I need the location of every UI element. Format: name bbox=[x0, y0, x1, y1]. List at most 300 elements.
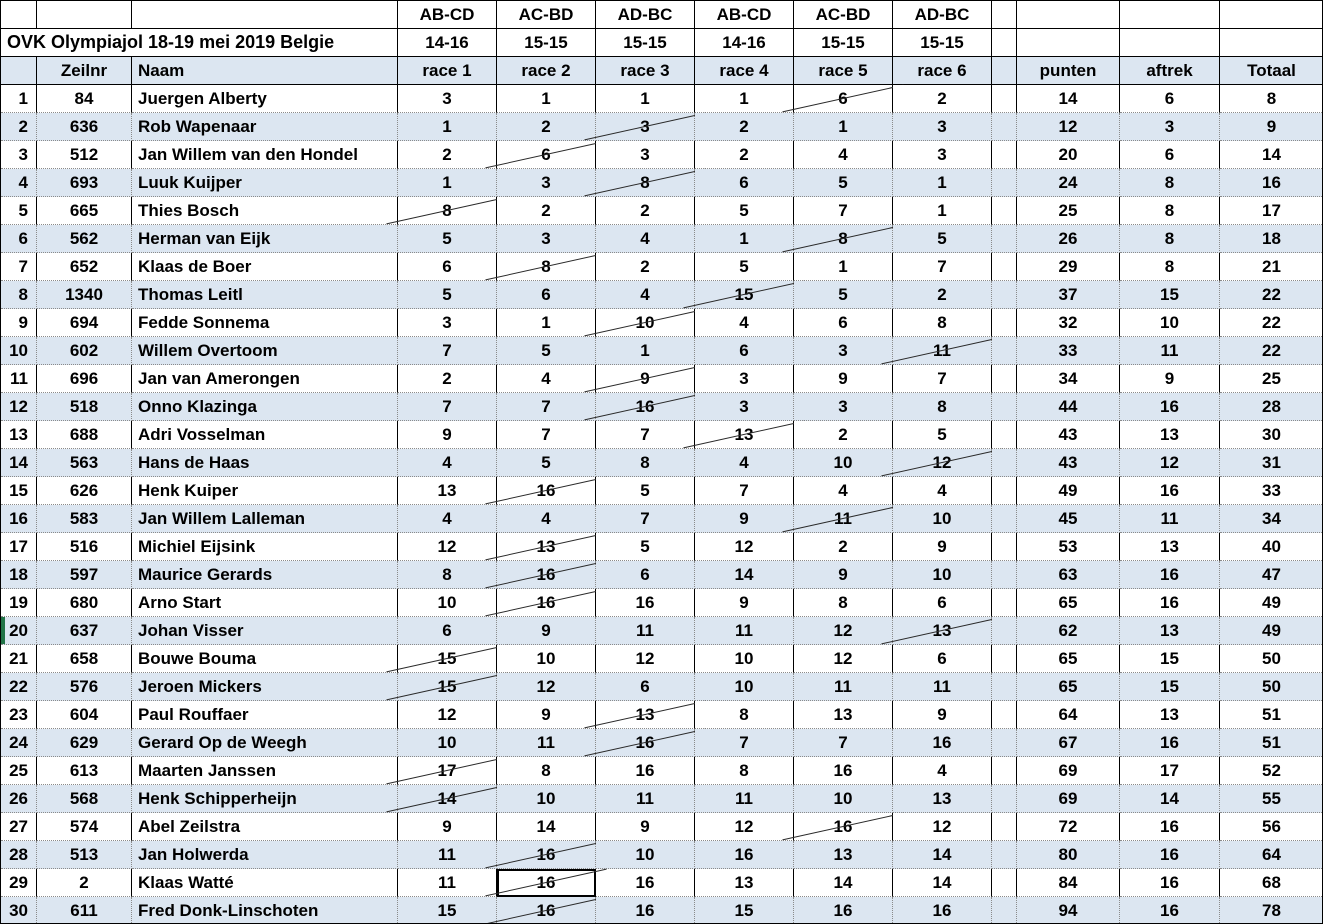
totaal-cell[interactable]: 22 bbox=[1220, 309, 1323, 337]
totaal-column-header[interactable]: Totaal bbox=[1220, 57, 1323, 85]
race-result-cell[interactable]: 11 bbox=[398, 869, 497, 897]
rank-cell[interactable]: 15 bbox=[1, 477, 37, 505]
totaal-cell[interactable]: 30 bbox=[1220, 421, 1323, 449]
zeilnr-cell[interactable]: 518 bbox=[37, 393, 132, 421]
race-result-cell[interactable]: 11 bbox=[497, 729, 596, 757]
race-result-cell[interactable]: 13 bbox=[497, 533, 596, 561]
totaal-cell[interactable]: 33 bbox=[1220, 477, 1323, 505]
punten-cell[interactable]: 34 bbox=[1017, 365, 1120, 393]
zeilnr-cell[interactable]: 1340 bbox=[37, 281, 132, 309]
aftrek-cell[interactable]: 16 bbox=[1120, 477, 1220, 505]
race-result-cell[interactable]: 8 bbox=[893, 309, 992, 337]
race-result-cell[interactable]: 6 bbox=[893, 589, 992, 617]
race-result-cell[interactable]: 5 bbox=[893, 225, 992, 253]
naam-cell[interactable]: Abel Zeilstra bbox=[132, 813, 398, 841]
race-result-cell[interactable]: 4 bbox=[695, 449, 794, 477]
race-result-cell[interactable]: 4 bbox=[794, 141, 893, 169]
race-result-cell[interactable]: 1 bbox=[497, 85, 596, 113]
race-result-cell[interactable]: 1 bbox=[398, 113, 497, 141]
punten-cell[interactable]: 65 bbox=[1017, 589, 1120, 617]
rank-cell[interactable]: 4 bbox=[1, 169, 37, 197]
spacer-cell[interactable] bbox=[992, 757, 1017, 785]
race-result-cell[interactable]: 6 bbox=[695, 337, 794, 365]
zeilnr-cell[interactable]: 602 bbox=[37, 337, 132, 365]
totaal-cell[interactable]: 50 bbox=[1220, 645, 1323, 673]
spacer-cell[interactable] bbox=[992, 729, 1017, 757]
totaal-cell[interactable]: 14 bbox=[1220, 141, 1323, 169]
zeilnr-cell[interactable]: 665 bbox=[37, 197, 132, 225]
zeilnr-cell[interactable]: 626 bbox=[37, 477, 132, 505]
aftrek-cell[interactable]: 16 bbox=[1120, 561, 1220, 589]
punten-cell[interactable]: 80 bbox=[1017, 841, 1120, 869]
race-result-cell[interactable]: 12 bbox=[695, 533, 794, 561]
punten-cell[interactable]: 37 bbox=[1017, 281, 1120, 309]
punten-cell[interactable]: 44 bbox=[1017, 393, 1120, 421]
totaal-cell[interactable]: 49 bbox=[1220, 617, 1323, 645]
rank-cell[interactable]: 19 bbox=[1, 589, 37, 617]
aftrek-cell[interactable]: 3 bbox=[1120, 113, 1220, 141]
zeilnr-cell[interactable]: 84 bbox=[37, 85, 132, 113]
rank-column-header[interactable] bbox=[1, 57, 37, 85]
race-result-cell[interactable]: 7 bbox=[596, 505, 695, 533]
race-result-cell[interactable]: 6 bbox=[596, 673, 695, 701]
race-group-header[interactable]: AD-BC bbox=[893, 1, 992, 29]
race-result-cell[interactable]: 8 bbox=[695, 701, 794, 729]
race-result-cell[interactable]: 7 bbox=[695, 477, 794, 505]
race-result-cell[interactable]: 7 bbox=[794, 729, 893, 757]
race-result-cell[interactable]: 8 bbox=[497, 253, 596, 281]
race-result-cell[interactable]: 8 bbox=[893, 393, 992, 421]
race-group-header[interactable]: AC-BD bbox=[794, 1, 893, 29]
rank-cell[interactable]: 27 bbox=[1, 813, 37, 841]
race-result-cell[interactable]: 12 bbox=[596, 645, 695, 673]
spacer-cell[interactable] bbox=[992, 85, 1017, 113]
race-result-cell[interactable]: 3 bbox=[794, 337, 893, 365]
race-result-cell[interactable]: 13 bbox=[695, 421, 794, 449]
race-result-cell[interactable]: 9 bbox=[794, 365, 893, 393]
spacer-cell[interactable] bbox=[992, 141, 1017, 169]
punten-cell[interactable]: 43 bbox=[1017, 449, 1120, 477]
race-result-cell[interactable]: 13 bbox=[794, 701, 893, 729]
race-result-cell[interactable]: 6 bbox=[398, 617, 497, 645]
naam-cell[interactable]: Adri Vosselman bbox=[132, 421, 398, 449]
race-result-cell[interactable]: 4 bbox=[695, 309, 794, 337]
race-result-cell[interactable]: 6 bbox=[596, 561, 695, 589]
spacer-cell[interactable] bbox=[992, 897, 1017, 924]
race-result-cell[interactable]: 7 bbox=[695, 729, 794, 757]
race-result-cell[interactable]: 11 bbox=[794, 505, 893, 533]
race-result-cell[interactable]: 4 bbox=[497, 365, 596, 393]
race-result-cell[interactable]: 13 bbox=[794, 841, 893, 869]
race-result-cell[interactable]: 1 bbox=[695, 225, 794, 253]
zeilnr-cell[interactable]: 694 bbox=[37, 309, 132, 337]
zeilnr-cell[interactable]: 637 bbox=[37, 617, 132, 645]
race-result-cell[interactable]: 12 bbox=[398, 701, 497, 729]
race-result-cell[interactable]: 4 bbox=[596, 225, 695, 253]
rank-cell[interactable]: 22 bbox=[1, 673, 37, 701]
race-group-header[interactable]: AD-BC bbox=[596, 1, 695, 29]
race-result-cell[interactable]: 11 bbox=[695, 617, 794, 645]
naam-cell[interactable]: Michiel Eijsink bbox=[132, 533, 398, 561]
punten-cell[interactable]: 94 bbox=[1017, 897, 1120, 924]
race-schedule-header[interactable]: 15-15 bbox=[893, 29, 992, 57]
totaal-cell[interactable]: 52 bbox=[1220, 757, 1323, 785]
rank-cell[interactable]: 26 bbox=[1, 785, 37, 813]
race-result-cell[interactable]: 11 bbox=[794, 673, 893, 701]
aftrek-cell[interactable]: 11 bbox=[1120, 337, 1220, 365]
selected-race-cell[interactable]: 16 bbox=[497, 869, 596, 897]
race-result-cell[interactable]: 8 bbox=[398, 197, 497, 225]
zeilnr-cell[interactable]: 513 bbox=[37, 841, 132, 869]
totaal-cell[interactable]: 64 bbox=[1220, 841, 1323, 869]
spacer-cell[interactable] bbox=[992, 449, 1017, 477]
race-result-cell[interactable]: 3 bbox=[695, 365, 794, 393]
race-result-cell[interactable]: 2 bbox=[893, 281, 992, 309]
aftrek-cell[interactable]: 8 bbox=[1120, 253, 1220, 281]
naam-cell[interactable]: Willem Overtoom bbox=[132, 337, 398, 365]
aftrek-column-header[interactable]: aftrek bbox=[1120, 57, 1220, 85]
race-schedule-header[interactable]: 15-15 bbox=[497, 29, 596, 57]
naam-cell[interactable]: Henk Kuiper bbox=[132, 477, 398, 505]
zeilnr-cell[interactable]: 563 bbox=[37, 449, 132, 477]
race-result-cell[interactable]: 7 bbox=[893, 253, 992, 281]
totaal-cell[interactable]: 68 bbox=[1220, 869, 1323, 897]
race-result-cell[interactable]: 3 bbox=[398, 309, 497, 337]
zeilnr-cell[interactable]: 696 bbox=[37, 365, 132, 393]
punten-cell[interactable]: 84 bbox=[1017, 869, 1120, 897]
race-result-cell[interactable]: 8 bbox=[794, 225, 893, 253]
zeilnr-cell[interactable]: 611 bbox=[37, 897, 132, 924]
spacer-cell[interactable] bbox=[992, 841, 1017, 869]
race-column-header[interactable]: race 1 bbox=[398, 57, 497, 85]
race-column-header[interactable]: race 3 bbox=[596, 57, 695, 85]
race-result-cell[interactable]: 14 bbox=[398, 785, 497, 813]
spacer-cell[interactable] bbox=[992, 645, 1017, 673]
race-result-cell[interactable]: 13 bbox=[695, 869, 794, 897]
zeilnr-cell[interactable]: 658 bbox=[37, 645, 132, 673]
punten-cell[interactable]: 33 bbox=[1017, 337, 1120, 365]
zeilnr-cell[interactable]: 680 bbox=[37, 589, 132, 617]
naam-cell[interactable]: Klaas Watté bbox=[132, 869, 398, 897]
race-result-cell[interactable]: 8 bbox=[596, 449, 695, 477]
zeilnr-cell[interactable]: 629 bbox=[37, 729, 132, 757]
aftrek-cell[interactable]: 16 bbox=[1120, 729, 1220, 757]
aftrek-cell[interactable]: 16 bbox=[1120, 869, 1220, 897]
race-result-cell[interactable]: 7 bbox=[398, 393, 497, 421]
rank-cell[interactable]: 25 bbox=[1, 757, 37, 785]
punten-cell[interactable]: 65 bbox=[1017, 645, 1120, 673]
naam-cell[interactable]: Onno Klazinga bbox=[132, 393, 398, 421]
aftrek-cell[interactable]: 16 bbox=[1120, 813, 1220, 841]
aftrek-cell[interactable]: 15 bbox=[1120, 281, 1220, 309]
race-result-cell[interactable]: 9 bbox=[794, 561, 893, 589]
spacer-cell[interactable] bbox=[992, 477, 1017, 505]
aftrek-cell[interactable]: 8 bbox=[1120, 169, 1220, 197]
race-result-cell[interactable]: 5 bbox=[596, 533, 695, 561]
spacer-cell[interactable] bbox=[992, 701, 1017, 729]
race-result-cell[interactable]: 16 bbox=[497, 841, 596, 869]
race-result-cell[interactable]: 9 bbox=[893, 533, 992, 561]
naam-cell[interactable]: Rob Wapenaar bbox=[132, 113, 398, 141]
race-result-cell[interactable]: 12 bbox=[695, 813, 794, 841]
race-result-cell[interactable]: 7 bbox=[497, 421, 596, 449]
zeilnr-cell[interactable]: 583 bbox=[37, 505, 132, 533]
race-schedule-header[interactable]: 15-15 bbox=[794, 29, 893, 57]
race-result-cell[interactable]: 4 bbox=[497, 505, 596, 533]
header-blank[interactable] bbox=[132, 1, 398, 29]
spacer-cell[interactable] bbox=[992, 421, 1017, 449]
race-result-cell[interactable]: 9 bbox=[398, 421, 497, 449]
race-result-cell[interactable]: 9 bbox=[497, 617, 596, 645]
header-blank[interactable] bbox=[1, 1, 37, 29]
rank-cell[interactable]: 16 bbox=[1, 505, 37, 533]
zeilnr-cell[interactable]: 562 bbox=[37, 225, 132, 253]
race-result-cell[interactable]: 3 bbox=[596, 113, 695, 141]
rank-cell[interactable]: 3 bbox=[1, 141, 37, 169]
spacer-cell[interactable] bbox=[992, 113, 1017, 141]
race-result-cell[interactable]: 2 bbox=[398, 141, 497, 169]
punten-cell[interactable]: 24 bbox=[1017, 169, 1120, 197]
aftrek-cell[interactable]: 11 bbox=[1120, 505, 1220, 533]
race-result-cell[interactable]: 14 bbox=[497, 813, 596, 841]
race-result-cell[interactable]: 6 bbox=[893, 645, 992, 673]
zeilnr-cell[interactable]: 568 bbox=[37, 785, 132, 813]
naam-cell[interactable]: Fedde Sonnema bbox=[132, 309, 398, 337]
race-result-cell[interactable]: 5 bbox=[497, 449, 596, 477]
totaal-cell[interactable]: 18 bbox=[1220, 225, 1323, 253]
punten-cell[interactable]: 49 bbox=[1017, 477, 1120, 505]
race-result-cell[interactable]: 5 bbox=[893, 421, 992, 449]
totaal-cell[interactable]: 40 bbox=[1220, 533, 1323, 561]
race-result-cell[interactable]: 5 bbox=[398, 281, 497, 309]
race-result-cell[interactable]: 16 bbox=[596, 897, 695, 924]
punten-cell[interactable]: 69 bbox=[1017, 785, 1120, 813]
rank-cell[interactable]: 1 bbox=[1, 85, 37, 113]
punten-column-header[interactable]: punten bbox=[1017, 57, 1120, 85]
rank-cell[interactable]: 5 bbox=[1, 197, 37, 225]
race-column-header[interactable]: race 4 bbox=[695, 57, 794, 85]
race-result-cell[interactable]: 2 bbox=[893, 85, 992, 113]
naam-cell[interactable]: Hans de Haas bbox=[132, 449, 398, 477]
spacer-cell[interactable] bbox=[992, 337, 1017, 365]
totaal-cell[interactable]: 22 bbox=[1220, 281, 1323, 309]
naam-cell[interactable]: Gerard Op de Weegh bbox=[132, 729, 398, 757]
race-result-cell[interactable]: 16 bbox=[596, 869, 695, 897]
race-result-cell[interactable]: 15 bbox=[398, 897, 497, 924]
totaal-cell[interactable]: 56 bbox=[1220, 813, 1323, 841]
race-result-cell[interactable]: 2 bbox=[794, 533, 893, 561]
rank-cell[interactable]: 30 bbox=[1, 897, 37, 924]
naam-cell[interactable]: Maarten Janssen bbox=[132, 757, 398, 785]
totaal-cell[interactable]: 17 bbox=[1220, 197, 1323, 225]
race-result-cell[interactable]: 10 bbox=[893, 505, 992, 533]
aftrek-cell[interactable]: 17 bbox=[1120, 757, 1220, 785]
header-blank[interactable] bbox=[1120, 1, 1220, 29]
totaal-cell[interactable]: 47 bbox=[1220, 561, 1323, 589]
punten-cell[interactable]: 67 bbox=[1017, 729, 1120, 757]
zeilnr-cell[interactable]: 2 bbox=[37, 869, 132, 897]
punten-cell[interactable]: 43 bbox=[1017, 421, 1120, 449]
race-result-cell[interactable]: 8 bbox=[596, 169, 695, 197]
aftrek-cell[interactable]: 13 bbox=[1120, 533, 1220, 561]
totaal-cell[interactable]: 50 bbox=[1220, 673, 1323, 701]
race-result-cell[interactable]: 4 bbox=[398, 449, 497, 477]
punten-cell[interactable]: 64 bbox=[1017, 701, 1120, 729]
race-result-cell[interactable]: 14 bbox=[794, 869, 893, 897]
header-blank[interactable] bbox=[1017, 29, 1120, 57]
race-result-cell[interactable]: 8 bbox=[398, 561, 497, 589]
race-result-cell[interactable]: 7 bbox=[398, 337, 497, 365]
spacer-cell[interactable] bbox=[992, 533, 1017, 561]
rank-cell[interactable]: 23 bbox=[1, 701, 37, 729]
race-result-cell[interactable]: 6 bbox=[497, 281, 596, 309]
header-blank[interactable] bbox=[1120, 29, 1220, 57]
naam-cell[interactable]: Luuk Kuijper bbox=[132, 169, 398, 197]
race-result-cell[interactable]: 13 bbox=[398, 477, 497, 505]
totaal-cell[interactable]: 34 bbox=[1220, 505, 1323, 533]
race-result-cell[interactable]: 7 bbox=[596, 421, 695, 449]
race-group-header[interactable]: AB-CD bbox=[695, 1, 794, 29]
race-result-cell[interactable]: 4 bbox=[893, 757, 992, 785]
race-result-cell[interactable]: 17 bbox=[398, 757, 497, 785]
race-result-cell[interactable]: 2 bbox=[398, 365, 497, 393]
race-result-cell[interactable]: 5 bbox=[398, 225, 497, 253]
zeilnr-cell[interactable]: 604 bbox=[37, 701, 132, 729]
race-result-cell[interactable]: 10 bbox=[695, 673, 794, 701]
rank-cell[interactable]: 21 bbox=[1, 645, 37, 673]
rank-cell[interactable]: 17 bbox=[1, 533, 37, 561]
race-result-cell[interactable]: 15 bbox=[398, 645, 497, 673]
naam-cell[interactable]: Jeroen Mickers bbox=[132, 673, 398, 701]
race-result-cell[interactable]: 3 bbox=[497, 225, 596, 253]
header-blank[interactable] bbox=[1220, 1, 1323, 29]
zeilnr-cell[interactable]: 512 bbox=[37, 141, 132, 169]
aftrek-cell[interactable]: 16 bbox=[1120, 897, 1220, 924]
aftrek-cell[interactable]: 6 bbox=[1120, 85, 1220, 113]
race-result-cell[interactable]: 10 bbox=[398, 729, 497, 757]
aftrek-cell[interactable]: 14 bbox=[1120, 785, 1220, 813]
race-result-cell[interactable]: 6 bbox=[695, 169, 794, 197]
punten-cell[interactable]: 65 bbox=[1017, 673, 1120, 701]
race-result-cell[interactable]: 6 bbox=[794, 85, 893, 113]
naam-cell[interactable]: Paul Rouffaer bbox=[132, 701, 398, 729]
race-result-cell[interactable]: 2 bbox=[695, 113, 794, 141]
race-result-cell[interactable]: 12 bbox=[398, 533, 497, 561]
spacer-cell[interactable] bbox=[992, 225, 1017, 253]
naam-cell[interactable]: Jan Willem van den Hondel bbox=[132, 141, 398, 169]
punten-cell[interactable]: 63 bbox=[1017, 561, 1120, 589]
race-result-cell[interactable]: 10 bbox=[398, 589, 497, 617]
zeilnr-cell[interactable]: 688 bbox=[37, 421, 132, 449]
race-result-cell[interactable]: 2 bbox=[596, 197, 695, 225]
race-result-cell[interactable]: 13 bbox=[893, 617, 992, 645]
totaal-cell[interactable]: 25 bbox=[1220, 365, 1323, 393]
aftrek-cell[interactable]: 13 bbox=[1120, 421, 1220, 449]
race-result-cell[interactable]: 3 bbox=[497, 169, 596, 197]
zeilnr-cell[interactable]: 576 bbox=[37, 673, 132, 701]
naam-cell[interactable]: Thies Bosch bbox=[132, 197, 398, 225]
race-result-cell[interactable]: 16 bbox=[497, 897, 596, 924]
spacer-cell[interactable] bbox=[992, 617, 1017, 645]
rank-cell[interactable]: 9 bbox=[1, 309, 37, 337]
zeilnr-cell[interactable]: 613 bbox=[37, 757, 132, 785]
race-column-header[interactable]: race 2 bbox=[497, 57, 596, 85]
rank-cell[interactable]: 18 bbox=[1, 561, 37, 589]
race-result-cell[interactable]: 5 bbox=[497, 337, 596, 365]
header-blank[interactable] bbox=[37, 1, 132, 29]
aftrek-cell[interactable]: 16 bbox=[1120, 393, 1220, 421]
race-column-header[interactable]: race 6 bbox=[893, 57, 992, 85]
race-result-cell[interactable]: 9 bbox=[596, 365, 695, 393]
race-result-cell[interactable]: 10 bbox=[695, 645, 794, 673]
race-result-cell[interactable]: 6 bbox=[497, 141, 596, 169]
spacer-cell[interactable] bbox=[992, 253, 1017, 281]
race-result-cell[interactable]: 12 bbox=[497, 673, 596, 701]
race-result-cell[interactable]: 5 bbox=[596, 477, 695, 505]
zeilnr-cell[interactable]: 516 bbox=[37, 533, 132, 561]
rank-cell[interactable]: 7 bbox=[1, 253, 37, 281]
rank-cell[interactable]: 24 bbox=[1, 729, 37, 757]
race-result-cell[interactable]: 1 bbox=[893, 197, 992, 225]
race-result-cell[interactable]: 4 bbox=[893, 477, 992, 505]
race-result-cell[interactable]: 1 bbox=[596, 337, 695, 365]
race-result-cell[interactable]: 1 bbox=[398, 169, 497, 197]
race-result-cell[interactable]: 2 bbox=[794, 421, 893, 449]
race-result-cell[interactable]: 16 bbox=[893, 729, 992, 757]
spacer-cell[interactable] bbox=[992, 365, 1017, 393]
aftrek-cell[interactable]: 10 bbox=[1120, 309, 1220, 337]
race-result-cell[interactable]: 1 bbox=[893, 169, 992, 197]
race-result-cell[interactable]: 13 bbox=[893, 785, 992, 813]
race-result-cell[interactable]: 3 bbox=[398, 85, 497, 113]
race-result-cell[interactable]: 6 bbox=[398, 253, 497, 281]
totaal-cell[interactable]: 9 bbox=[1220, 113, 1323, 141]
race-result-cell[interactable]: 3 bbox=[794, 393, 893, 421]
header-blank[interactable] bbox=[992, 1, 1017, 29]
naam-cell[interactable]: Juergen Alberty bbox=[132, 85, 398, 113]
aftrek-cell[interactable]: 15 bbox=[1120, 673, 1220, 701]
zeilnr-cell[interactable]: 636 bbox=[37, 113, 132, 141]
race-result-cell[interactable]: 16 bbox=[794, 757, 893, 785]
race-result-cell[interactable]: 10 bbox=[794, 449, 893, 477]
race-result-cell[interactable]: 1 bbox=[794, 113, 893, 141]
race-result-cell[interactable]: 5 bbox=[794, 169, 893, 197]
race-result-cell[interactable]: 1 bbox=[596, 85, 695, 113]
rank-cell[interactable]: 28 bbox=[1, 841, 37, 869]
aftrek-cell[interactable]: 16 bbox=[1120, 841, 1220, 869]
naam-cell[interactable]: Thomas Leitl bbox=[132, 281, 398, 309]
race-result-cell[interactable]: 1 bbox=[695, 85, 794, 113]
race-result-cell[interactable]: 10 bbox=[497, 645, 596, 673]
race-result-cell[interactable]: 16 bbox=[497, 477, 596, 505]
rank-cell[interactable]: 11 bbox=[1, 365, 37, 393]
spacer-cell[interactable] bbox=[992, 309, 1017, 337]
race-result-cell[interactable]: 10 bbox=[794, 785, 893, 813]
totaal-cell[interactable]: 21 bbox=[1220, 253, 1323, 281]
zeilnr-cell[interactable]: 652 bbox=[37, 253, 132, 281]
race-result-cell[interactable]: 15 bbox=[398, 673, 497, 701]
race-result-cell[interactable]: 3 bbox=[893, 113, 992, 141]
race-result-cell[interactable]: 7 bbox=[893, 365, 992, 393]
aftrek-cell[interactable]: 13 bbox=[1120, 701, 1220, 729]
naam-column-header[interactable]: Naam bbox=[132, 57, 398, 85]
naam-cell[interactable]: Henk Schipperheijn bbox=[132, 785, 398, 813]
naam-cell[interactable]: Maurice Gerards bbox=[132, 561, 398, 589]
punten-cell[interactable]: 26 bbox=[1017, 225, 1120, 253]
race-result-cell[interactable]: 16 bbox=[596, 393, 695, 421]
spacer-cell[interactable] bbox=[992, 281, 1017, 309]
totaal-cell[interactable]: 28 bbox=[1220, 393, 1323, 421]
